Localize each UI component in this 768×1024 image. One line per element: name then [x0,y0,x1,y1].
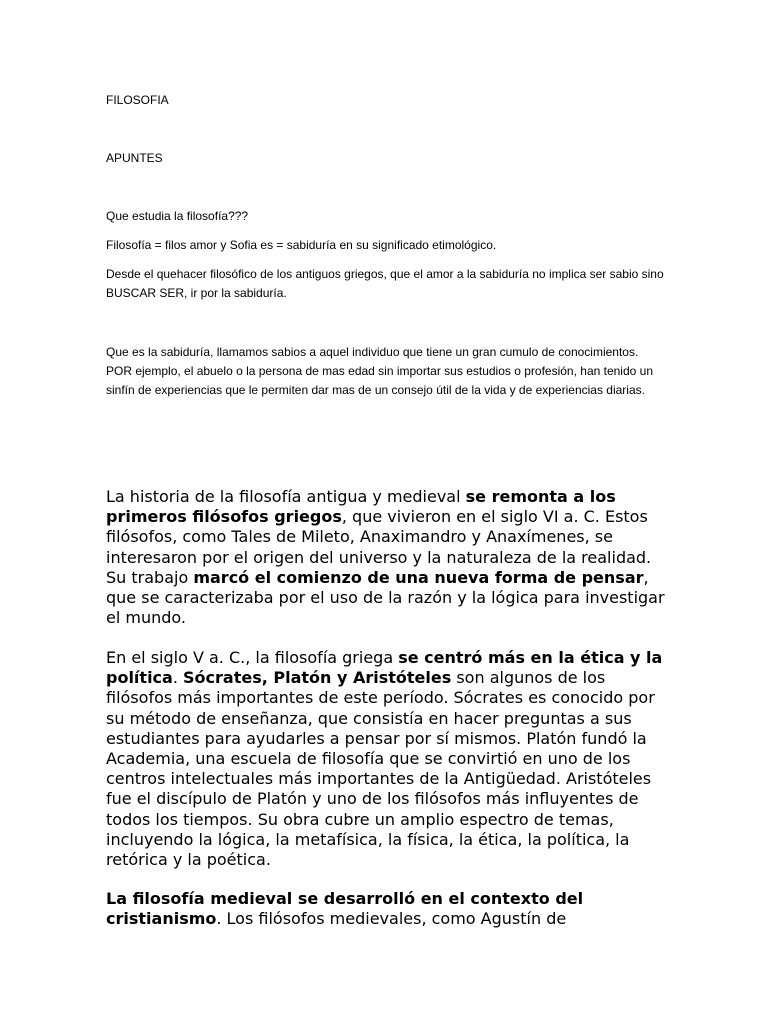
greek-paragraph: Desde el quehacer filosófico de los antiguos griegos, que el amor a la sabiduría no implica ser sabio sino BUSCAR SER, ir por la sabiduría. [106,267,664,300]
classical-text-3: son algunos de los filósofos más importantes de este período. Sócrates es conocido por su método de enseñanza, que consistía en hacer preguntas a sus estudiantes para ayudarles a pensar por sí mismos. Platón fundó la Academia, una escuela de filosofía que se convirtió en uno de los centros intelectuales más importantes de la Antigüedad. Aristóteles fue el discípulo de Platón y uno de los filósofos más influyentes de todos los tiempos. Su obra cubre un amplio espectro de temas, incluyendo la lógica, la metafísica, la física, la ética, la política, la retórica y la poética. [106,668,655,870]
document-subheading: APUNTES [106,151,163,165]
medieval-bold-1: La filosofía medieval se desarrolló en el contexto del cristianismo [106,889,584,929]
medieval-text-1: . Los filósofos medievales, como Agustín de [216,909,567,929]
classical-bold-2: Sócrates, Platón y Aristóteles [183,668,452,688]
history-bold-2: marcó el comienzo de una nueva forma de pensar [193,567,644,587]
classical-bold-1: se centró más en la ética y la política [106,648,663,688]
question-line: Que estudia la filosofía??? [106,209,249,223]
classical-paragraph [106,648,666,870]
etymology-line: Filosofía = filos amor y Sofia es = sabiduría en su significado etimológico. [106,238,497,252]
classical-text-2: . [172,668,183,688]
medieval-paragraph [106,889,666,929]
document-heading: FILOSOFIA [106,93,169,107]
history-text-1: La historia de la filosofía antigua y medieval [106,487,466,506]
history-text-2: , que vivieron en el siglo VI a. C. Estos filósofos, como Tales de Mileto, Anaximandro y Anaxímenes, se interesaron por el origen del universo y la naturaleza de la realidad. Su trabajo [106,507,652,587]
wisdom-paragraph: Que es la sabiduría, llamamos sabios a aquel individuo que tiene un gran cumulo de conocimientos. POR ejemplo, el abuelo o la persona de mas edad sin importar sus estudios o profesión, han tenido un sinfín de experiencias que le permiten dar mas de un consejo útil de la vida y de experiencias diarias. [106,345,653,397]
history-paragraph [106,487,666,628]
classical-text-1: En el siglo V a. C., la filosofía griega [106,648,399,667]
history-text-3: , que se caracterizaba por el uso de la razón y la lógica para investigar el mundo. [106,567,665,628]
history-bold-1: se remonta a los primeros filósofos griegos [106,487,616,527]
